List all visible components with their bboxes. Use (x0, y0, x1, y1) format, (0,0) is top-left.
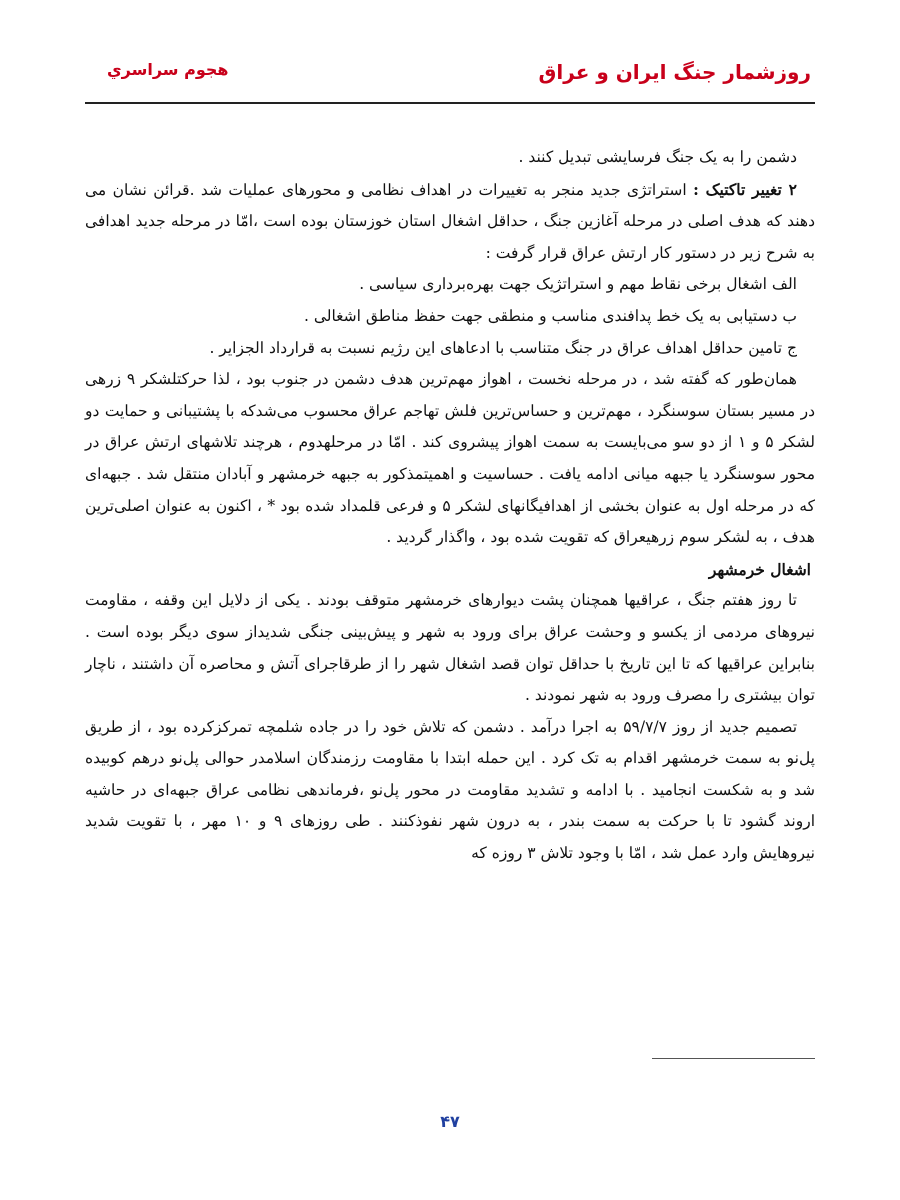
book-title: روزشمار جنگ ایران و عراق (538, 60, 811, 84)
list-item-c: ج تامین حداقل اهداف عراق در جنگ متناسب با ادعاهای این رژیم نسبت به قرارداد الجزایر . (209, 338, 797, 357)
paragraph: همان‌طور که گفته شد ، در مرحله نخست ، اهواز مهم‌ترین هدف دشمن در جنوب بود ، لذا حرکتلشکر ۹ زرهی در مسیر بستان سوسنگرد ، مهم‌ترین و حساس‌ترین فلش تهاجم عراق محسوب می‌شدکه با پشتیبانی و حمایت دو لشکر ۵ و ۱ از دو سو می‌بایست به سمت اهواز پیشروی کند . امّا در مرحلهدوم ، هرچند تلاشهای ارتش عراق در محور سوسنگرد یا جبهه میانی ادامه یافت . حساسیت و اهمیتمذکور به جبهه خرمشهر و آبادان منتقل شد . جبهه‌ای که در مرحله اول به عنوان بخشی از اهدافیگانهای لشکر ۵ و فرعی قلمداد شده بود * ، اکنون به عنوان اصلی‌ترین هدف ، به لشکر سوم زرهیعراق که تقویت شده بود ، واگذار گردید . (85, 370, 816, 547)
footnote-divider (652, 1058, 815, 1059)
section-heading: اشغال خرمشهر (708, 559, 811, 579)
list-item-b: ب دستیابی به یک خط پدافندی مناسب و منطقی جهت حفظ مناطق اشغالی . (303, 306, 797, 325)
list-item-a: الف اشغال برخی نقاط مهم و استراتژیک جهت بهره‌برداری سیاسی . (359, 275, 797, 294)
paragraph-tactic-change (85, 174, 815, 270)
paragraph: تصمیم جدید از روز ۵۹/۷/۷ به اجرا درآمد . دشمن که تلاش خود را در جاده شلمچه تمرکزکرده بود ، از طریق پل‌نو به سمت خرمشهر اقدام به تک کرد . این حمله ابتدا با مقاومت رزمندگان اسلامدر حوالی پل‌نو درهم کوبیده شد و به شکست انجامید . با ادامه و تشدید مقاومت در محور پل‌نو ،فرماندهی نظامی عراق جبهه‌ای در حاشیه اروند گشود تا با حرکت به سمت بندر ، به درون شهر نفوذکنند . طی روزهای ۹ و ۱۰ مهر ، با تقویت شدید نیروهایش وارد عمل شد ، امّا با وجود تلاش ۳ روزه که (85, 717, 816, 863)
page-number: ۴۷ (440, 1112, 460, 1131)
page-header (85, 50, 815, 104)
chapter-title: هجوم سراسري (107, 60, 229, 79)
tactic-change-text: استراتژی جدید منجر به تغییرات در اهداف نظامی و محورهای عملیات شد .قرائن نشان می دهند که هدف اصلی در مرحله آغازین جنگ ، حداقل اشغال استان خوزستان بوده است ،امّا در مرحله جدید اهدافی به شرح زیر در دستور کار ارتش عراق قرار گرفت : (85, 180, 815, 262)
tactic-change-label: ۲ تغییر تاکتیک : (693, 179, 797, 199)
paragraph: دشمن را به یک جنگ فرسایشی تبدیل کنند . (518, 148, 797, 166)
page-body (85, 142, 815, 870)
paragraph: تا روز هفتم جنگ ، عراقیها همچنان پشت دیوارهای خرمشهر متوقف بودند . یکی از دلایل این وقفه ، مقاومت نیروهای مردمی از یکسو و وحشت عراق برای ورود به شهر و پیش‌بینی جنگی شدیداز سوی دیگر بوده است . بنابراین عراقیها که تا این تاریخ با حداقل توان قصد اشغال شهر را از طرقاجرای آتش و محاصره آن داشتند ، ناچار توان بیشتری را مصرف ورود به شهر نمودند . (85, 591, 815, 705)
